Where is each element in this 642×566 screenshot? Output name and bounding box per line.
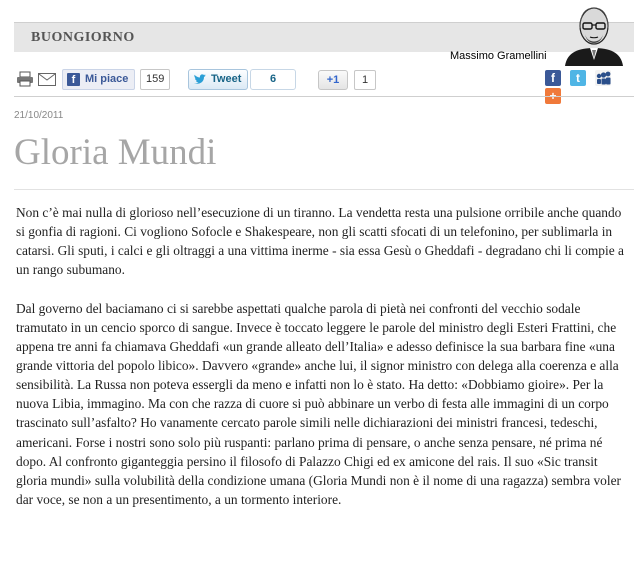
tweet-button[interactable] [188,69,248,90]
myspace-share-icon[interactable] [595,70,611,86]
print-icon[interactable] [16,71,34,87]
facebook-like-label: Mi piace [85,73,129,85]
google-plus-one-button[interactable]: +1 [318,70,348,90]
article-paragraph: Non c’è mai nulla di glorioso nell’esecuzione di un tiranno. La vendetta resta una pulsione orribile anche quando si gonfia di ragioni. Ci vogliono Sofocle e Shakespeare, non gli scatti sfocati di un telefonino, per sublimarla in catarsi. Gli sputi, i calci e gli oltraggi a una vittima inerme - sia essa Gesù o Gheddafi - degradano chi li compie a un rango subumano. [16,205,624,278]
share-toolbar [14,68,634,94]
twitter-share-icon[interactable]: t [570,70,586,86]
article-paragraph: Dal governo del baciamano ci si sarebbe aspettati qualche parola di pietà nei confronti del vecchio sodale tramutato in un cencio sporco di sangue. Invece è toccato leggere le parole del ministro degli Esteri Frattini, che appena tre anni fa chiamava Gheddafi «un grande alleato dell’Italia» e adesso definisce la sua barbara fine «una grande vittoria del popolo libico». Davvero «grande» anche lui, il signor ministro con delega alla coerenza e alla sensibilità. La Russa non poteva essergli da meno e infatti non lo è stato. Ha detto: «Dobbiamo gioire». Per la nuova Libia, immagino. Ma con che razza di cuore si può abbinare un verbo di festa alle immagini di un corpo trascinato sull’asfalto? Ho vanamente cercato parole simili nelle dichiarazioni dei ministri francesi, tedeschi, americani. Forse i nostri sono solo più ruspanti: parlano prima di pensare, o anche senza pensare, né prima né dopo. Al confronto giganteggia persino il filosofo di Palazzo Chigi ed ex amicone del rais. Il suo «Sic transit gloria mundi» sulla volubilità della condizione umana (Gloria Mundi non è il nome di una ragazza) sembra voler dar voce, se non a un presentimento, a un tormento interiore. [16,300,622,507]
article-title: Gloria Mundi [14,132,217,173]
share-icons [545,70,634,106]
title-divider [14,189,634,190]
author-portrait [557,4,631,66]
article-date: 21/10/2011 [14,110,64,121]
twitter-bird-icon [194,74,206,85]
mail-icon[interactable] [38,73,56,86]
facebook-share-icon[interactable]: f [545,70,561,86]
facebook-like-count: 159 [140,69,170,90]
tweet-label: Tweet [211,73,242,85]
toolbar-divider [14,96,634,97]
facebook-like-button[interactable] [62,69,135,90]
tweet-count: 6 [250,69,296,90]
article-body [16,203,632,528]
column-title: BUONGIORNO [31,30,135,45]
author-name[interactable]: Massimo Gramellini [450,50,547,62]
google-plus-one-count: 1 [354,70,376,90]
facebook-icon: f [67,73,80,86]
